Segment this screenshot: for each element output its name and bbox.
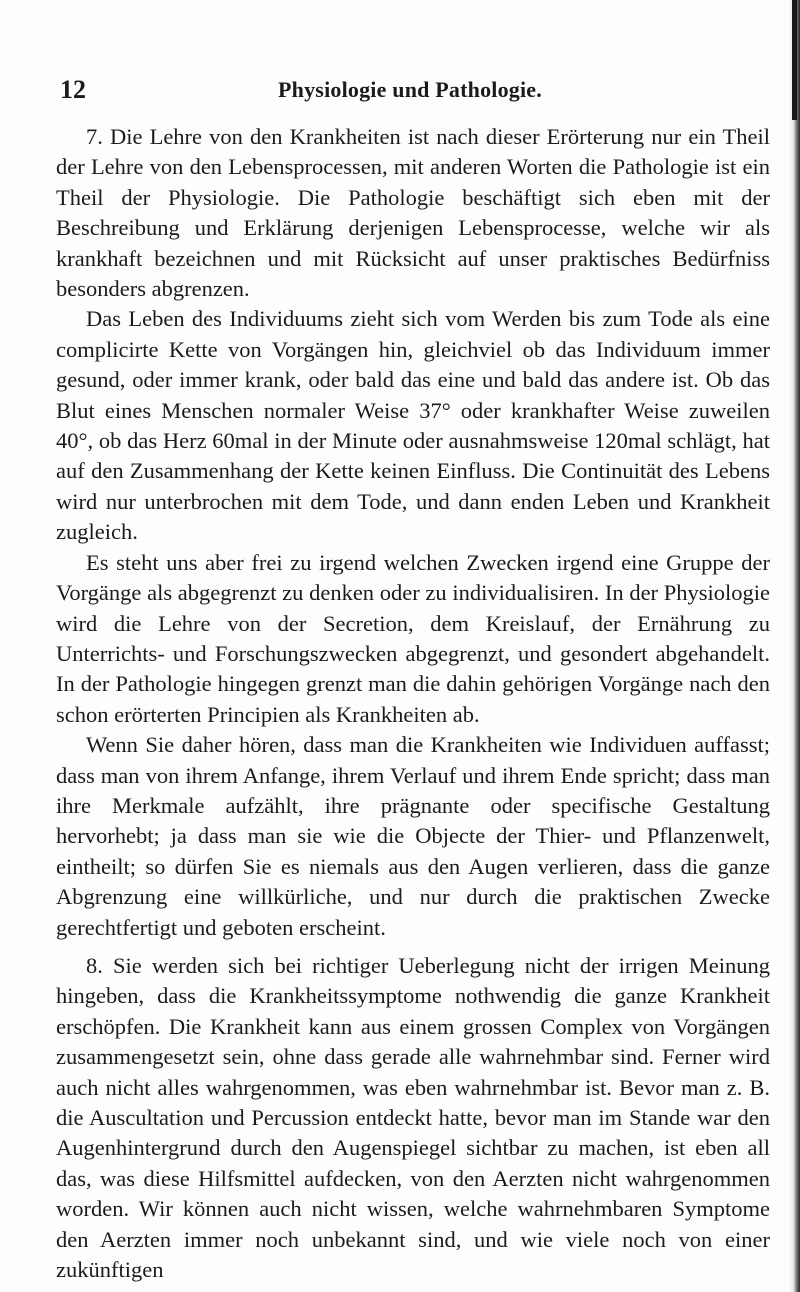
paragraph-7-intro: 7. Die Lehre von den Krankheiten ist nach dieser Erörterung nur ein Theil der Lehre von den Lebensprocessen, mit anderen Worten die Pathologie ist ein Theil der Physiologie. Die Pathologie beschäftigt sich eben mit der Beschreibung und Erklärung derjenigen Lebensprocesse, welche wir als krankhaft bezeichnen und mit Rücksicht auf unser praktisches Bedürfniss besonders abgrenzen.: [56, 124, 770, 302]
paragraph-8-symptome: 8. Sie werden sich bei richtiger Ueberlegung nicht der irrigen Meinung hingeben, dass die Krankheitssymptome nothwendig die ganze Krankheit erschöpfen. Die Krankheit kann aus einem grossen Complex von Vorgängen zusammengesetzt sein, ohne dass gerade alle wahrnehmbar sind. Ferner wird auch nicht alles wahrgenommen, was eben wahrnehmbar ist. Bevor man z. B. die Auscultation und Percussion entdeckt hatte, bevor man im Stande war den Augenhintergrund durch den Augenspiegel sichtbar zu machen, ist eben all das, was diese Hilfsmittel aufdecken, von den Aerzten nicht wahrgenommen worden. Wir können auch nicht wissen, welche wahrnehmbaren Symptome den Aerzten immer noch unbekannt sind, und wie viele noch von einer zukünftigen: [56, 952, 770, 1283]
body-text: [56, 122, 770, 1285]
page-header: [60, 72, 760, 108]
page-number: 12: [60, 75, 86, 104]
paragraph-leben: Das Leben des Individuums zieht sich vom Werden bis zum Tode als eine complicirte Kette von Vorgängen hin, gleichviel ob das Individuum immer gesund, oder immer krank, oder bald das eine und bald das andere ist. Ob das Blut eines Menschen normaler Weise 37° oder krankhafter Weise zuweilen 40°, ob das Herz 60mal in der Minute oder ausnahmsweise 120mal schlägt, hat auf den Zusammenhang der Kette keinen Einfluss. Die Continuität des Lebens wird nur unterbrochen mit dem Tode, und dann enden Leben und Krankheit zugleich.: [56, 306, 770, 545]
paragraph-individuen: Wenn Sie daher hören, dass man die Krankheiten wie Individuen auffasst; dass man von ihrem Anfange, ihrem Verlauf und ihrem Ende spricht; dass man ihre Merkmale aufzählt, ihre prägnante oder specifische Gestaltung hervorhebt; ja dass man sie wie die Objecte der Thier- und Pflanzenwelt, eintheilt; so dürfen Sie es niemals aus den Augen verlieren, dass die ganze Abgrenzung eine willkürliche, und nur durch die praktischen Zwecke gerechtfertigt und geboten erscheint.: [56, 732, 770, 940]
running-head: Physiologie und Pathologie.: [278, 77, 542, 102]
page-edge-dark-mark: [792, 0, 797, 120]
paragraph-gruppe: Es steht uns aber frei zu irgend welchen Zwecken irgend eine Gruppe der Vorgänge als abgegrenzt zu denken oder zu individualisiren. In der Physiologie wird die Lehre von der Secretion, dem Kreislauf, der Ernährung zu Unterrichts- und Forschungszwecken abgegrenzt, und gesondert abgehandelt. In der Pathologie hingegen grenzt man die dahin gehörigen Vorgänge nach den schon erörterten Principien als Krankheiten ab.: [56, 549, 770, 727]
page-edge-shadow: [788, 0, 800, 1292]
